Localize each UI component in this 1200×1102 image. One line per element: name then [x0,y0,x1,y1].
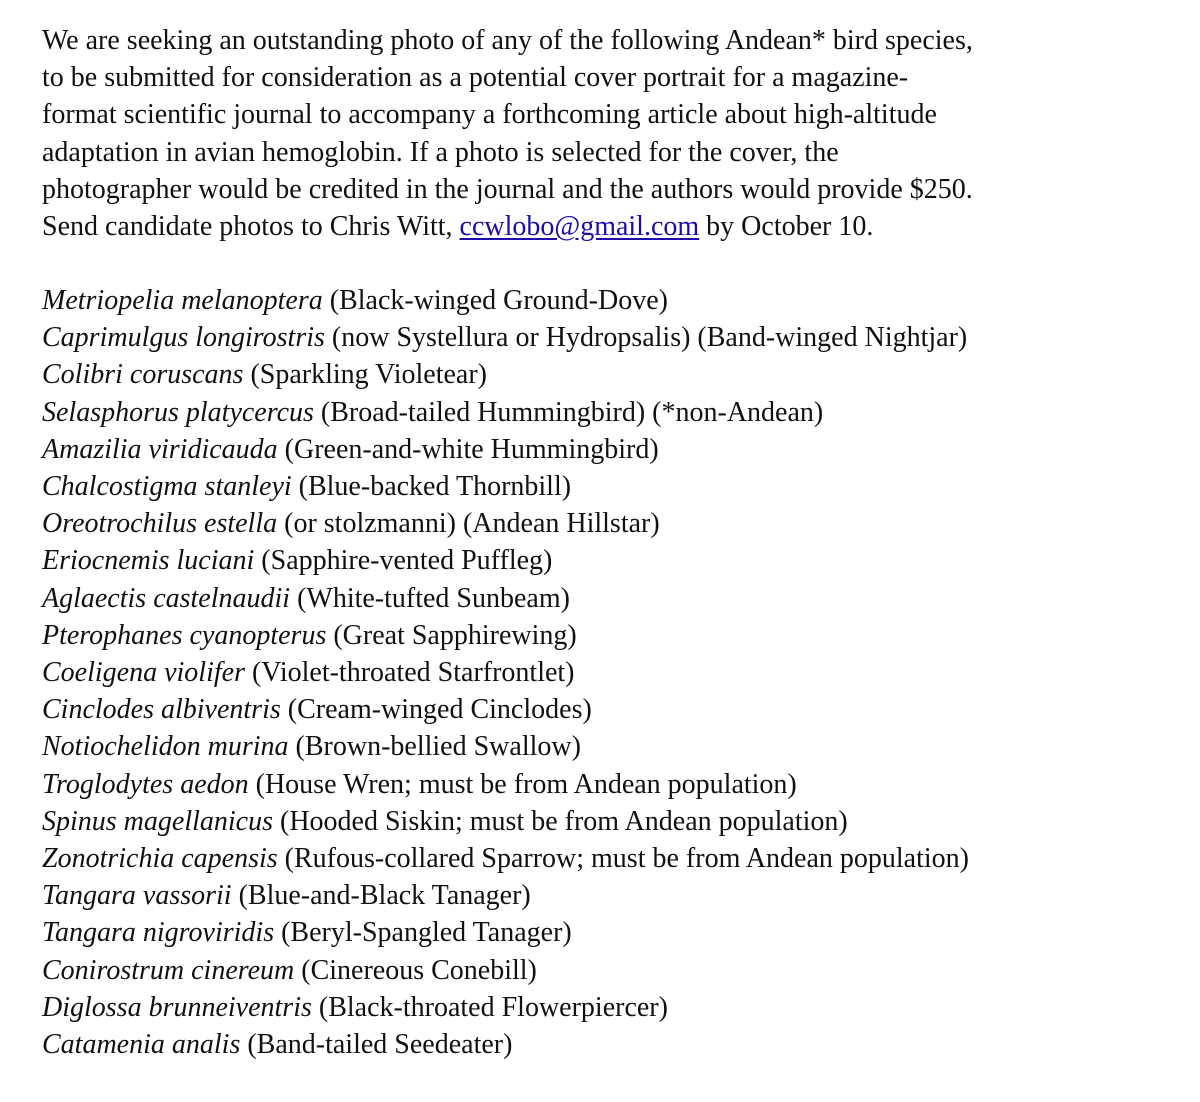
intro-line: to be submitted for consideration as a potential cover portrait for a magazine- [42,62,909,94]
intro-last-line-suffix: by October 10. [699,211,874,243]
species-item [42,617,969,654]
species-scientific-name: Caprimulgus longirostris [42,322,325,354]
species-item [42,952,969,989]
species-scientific-name: Metriopelia melanoptera [42,285,323,316]
species-scientific-name: Oreotrochilus estella [42,508,278,540]
species-common-name: (Beryl-Spangled Tanager) [274,917,572,949]
species-common-name: (Brown-bellied Swallow) [288,731,581,763]
species-common-name: (Cinereous Conebill) [294,954,537,986]
species-common-name: (Rufous-collared Sparrow; must be from Andean population) [277,843,969,875]
document-page [42,22,1192,1061]
species-list [42,282,969,1063]
species-item [42,319,969,356]
species-common-name: (Band-tailed Seedeater) [240,1029,513,1061]
species-item [42,840,969,877]
species-item [42,356,969,393]
species-scientific-name: Amazilia viridicauda [42,433,278,465]
species-item [42,877,969,914]
species-common-name: (Cream-winged Cinclodes) [280,694,592,726]
species-item [42,282,969,319]
species-scientific-name: Chalcostigma stanleyi [42,471,292,503]
species-scientific-name: Diglossa brunneiventris [42,991,312,1023]
species-common-name: (Sapphire-vented Puffleg) [254,545,553,577]
species-item [42,989,969,1026]
species-common-name: (Blue-backed Thornbill) [291,471,572,503]
species-item [42,691,969,728]
species-item [42,1026,969,1063]
species-scientific-name: Selasphorus platycercus [42,396,314,428]
species-item [42,505,969,542]
intro-line: We are seeking an outstanding photo of any of the following Andean* bird species, [42,25,973,56]
species-scientific-name: Pterophanes cyanopterus [42,619,327,651]
species-scientific-name: Conirostrum cinereum [42,954,295,986]
species-common-name: (or stolzmanni) (Andean Hillstar) [277,508,660,540]
species-item [42,542,969,579]
intro-last-line [42,208,1192,245]
species-common-name: (Green-and-white Hummingbird) [277,433,659,465]
species-item [42,728,969,765]
species-item [42,914,969,951]
species-scientific-name: Eriocnemis luciani [42,545,255,577]
intro-last-line-prefix: Send candidate photos to Chris Witt, [42,211,460,243]
species-item [42,580,969,617]
species-common-name: (Black-throated Flowerpiercer) [311,991,668,1023]
species-common-name: (Sparkling Violetear) [243,359,487,391]
species-item [42,431,969,468]
species-common-name: (now Systellura or Hydropsalis) (Band-winged Nightjar) [324,322,968,354]
intro-line: adaptation in avian hemoglobin. If a photo is selected for the cover, the [42,136,839,168]
species-common-name: (Blue-and-Black Tanager) [231,880,531,912]
species-scientific-name: Aglaectis castelnaudii [42,582,291,614]
species-scientific-name: Troglodytes aedon [42,768,249,800]
species-common-name: (Violet-throated Starfrontlet) [244,657,575,689]
species-item [42,654,969,691]
species-scientific-name: Catamenia analis [42,1029,241,1061]
species-scientific-name: Notiochelidon murina [42,731,289,763]
species-common-name: (Hooded Siskin; must be from Andean population) [273,805,848,837]
species-common-name: (House Wren; must be from Andean population) [248,768,797,800]
species-scientific-name: Tangara nigroviridis [42,917,275,949]
species-scientific-name: Spinus magellanicus [42,805,273,837]
species-common-name: (Broad-tailed Hummingbird) (*non-Andean) [313,396,824,428]
species-item [42,803,969,840]
species-scientific-name: Coeligena violifer [42,657,245,689]
species-scientific-name: Colibri coruscans [42,359,244,391]
species-scientific-name: Zonotrichia capensis [42,843,278,875]
intro-paragraph [42,22,1192,245]
species-common-name: (Black-winged Ground-Dove) [322,285,668,316]
email-link[interactable]: ccwlobo@gmail.com [459,211,700,243]
species-scientific-name: Cinclodes albiventris [42,694,281,726]
intro-line: photographer would be credited in the journal and the authors would provide $250. [42,173,973,205]
species-common-name: (Great Sapphirewing) [326,619,577,651]
species-item [42,394,969,431]
species-common-name: (White-tufted Sunbeam) [290,582,570,614]
intro-line: format scientific journal to accompany a forthcoming article about high-altitude [42,99,937,131]
species-item [42,468,969,505]
species-item [42,766,969,803]
species-scientific-name: Tangara vassorii [42,880,232,912]
